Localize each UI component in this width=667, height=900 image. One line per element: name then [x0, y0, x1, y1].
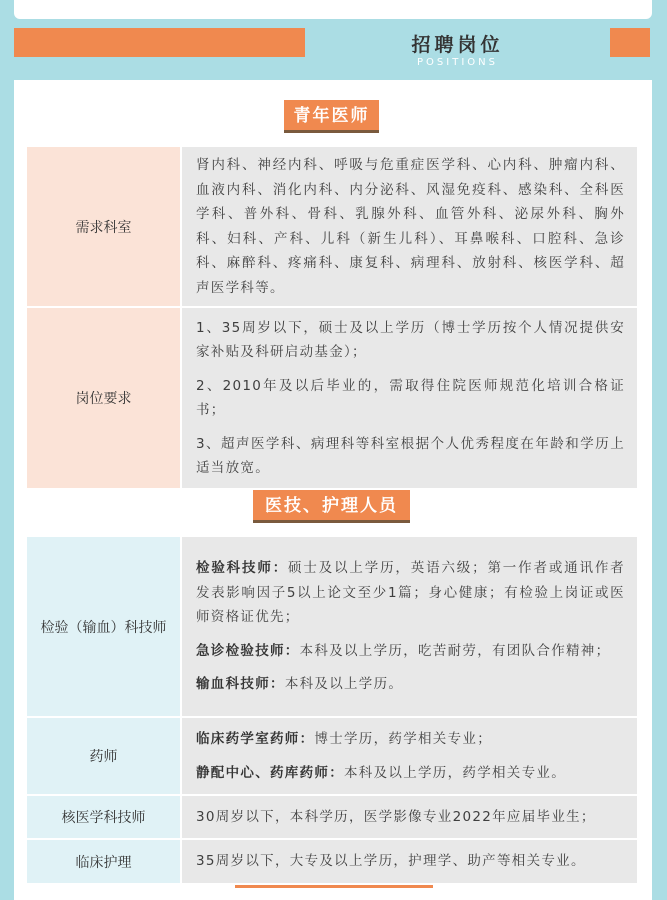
- section-subtitle: POSITIONS: [417, 57, 498, 68]
- row-value: [181, 717, 637, 795]
- position-item: 临床药学室药师：博士学历，药学相关专业；: [196, 731, 493, 747]
- header-bar-left: [14, 28, 305, 57]
- tech-nursing-table: [27, 537, 637, 883]
- category-label-doctors: 青年医师: [284, 100, 379, 133]
- position-item: 30周岁以下，本科学历，医学影像专业2022年应届毕业生；: [196, 808, 596, 825]
- section-title: 招聘岗位: [411, 34, 504, 56]
- previous-section-card: [14, 0, 652, 19]
- table-row: [27, 307, 637, 488]
- row-value: [181, 147, 637, 307]
- requirement-item: 1、35周岁以下，硕士及以上学历（博士学历按个人情况提供安家补贴及科研启动基金）；: [196, 319, 625, 360]
- requirement-item: 3、超声医学科、病理科等科室根据个人优秀程度在年龄和学历上适当放宽。: [196, 435, 625, 476]
- row-value: [181, 795, 637, 839]
- table-row: [27, 839, 637, 883]
- row-label: 临床护理: [27, 839, 181, 883]
- requirement-item: 2、2010年及以后毕业的，需取得住院医师规范化培训合格证书；: [196, 377, 625, 418]
- row-value: [181, 307, 637, 488]
- position-item: 输血科技师：本科及以上学历。: [196, 676, 404, 693]
- row-label: 需求科室: [27, 147, 181, 307]
- row-label: 药师: [27, 717, 181, 795]
- position-item: 静配中心、药库药师：本科及以上学历，药学相关专业。: [196, 764, 566, 781]
- table-row: [27, 147, 637, 307]
- department-list: 肾内科、神经内科、呼吸与危重症医学科、心内科、肿瘤内科、血液内科、消化内科、内分泌科、风湿免疫科、感染科、全科医学科、普外科、骨科、乳腺外科、血管外科、泌尿外科、胸外科、妇科、产科、儿科（新生儿科）、耳鼻喉科、口腔科、急诊科、麻醉科、疼痛科、康复科、病理科、放射科、核医学科、超声医学科等。: [196, 157, 625, 296]
- position-item: 急诊检验技师：本科及以上学历，吃苦耐劳，有团队合作精神；: [196, 642, 611, 659]
- row-label: 检验（输血）科技师: [27, 537, 181, 717]
- table-row: [27, 537, 637, 717]
- doctors-table: [27, 147, 637, 488]
- position-item: 35周岁以下，大专及以上学历，护理学、助产等相关专业。: [196, 853, 586, 870]
- row-value: [181, 537, 637, 717]
- row-label: 核医学科技师: [27, 795, 181, 839]
- position-item: 检验科技师：硕士及以上学历，英语六级；第一作者或通讯作者发表影响因子5以上论文至少1篇；身心健康；有检验上岗证或医师资格证优先；: [196, 560, 625, 626]
- table-row: [27, 717, 637, 795]
- row-label: 岗位要求: [27, 307, 181, 488]
- row-value: [181, 839, 637, 883]
- table-row: [27, 795, 637, 839]
- category-label-tech-nursing: 医技、护理人员: [253, 490, 410, 523]
- header-bar-right: [610, 28, 650, 57]
